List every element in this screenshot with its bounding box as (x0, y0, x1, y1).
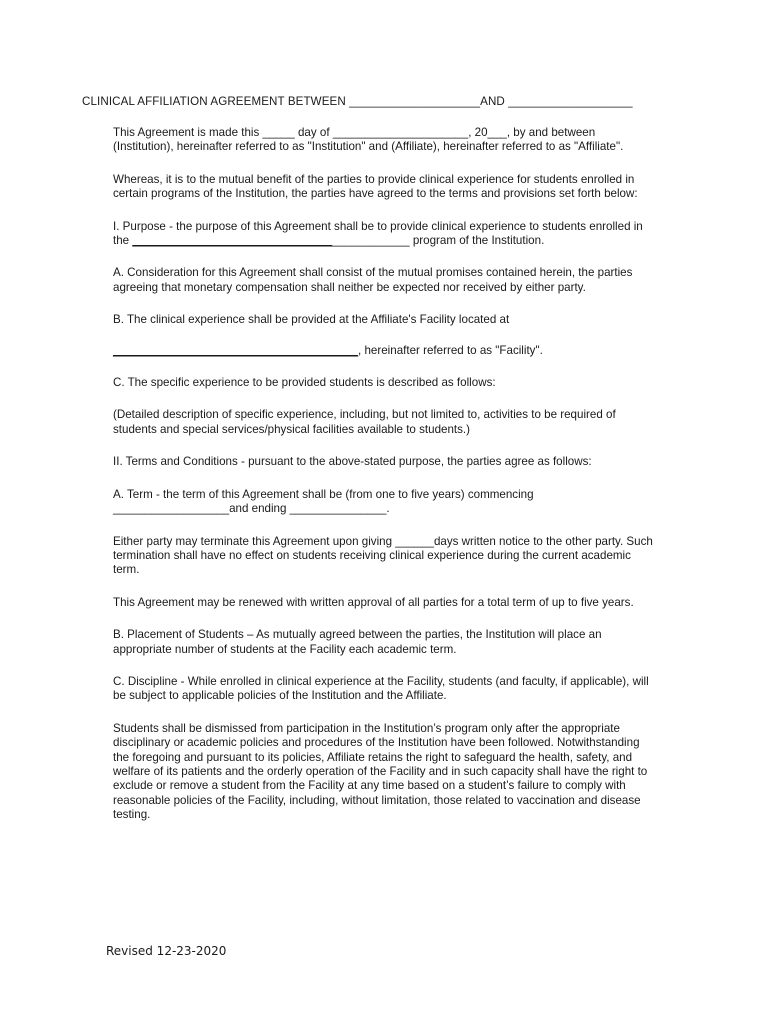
purpose-text-2: ____________ program of the Institution. (332, 234, 545, 248)
term-text-1: A. Term - the term of this Agreement shall be (from one to five years) commencing (113, 487, 534, 501)
made-text-3: , 20___, by and between (Institution), hereinafter referred to as "Institution" and (Affiliate), hereinafter referred to as "Affiliate". (113, 126, 624, 154)
blank-facility: ______________________________________ (113, 343, 359, 357)
specific-experience-paragraph: C. The specific experience to be provided students is described as follows: (113, 376, 496, 390)
dismissal-paragraph: Students shall be dismissed from participation in the Institution’s program only after the appropriate disciplinary or academic policies and procedures of the Institution have been followed. Notwithstanding the foregoing and pursuant to its policies, Affiliate retains the right to safeguard the health, safety, and welfare of its patients and the orderly operation of the Facility and in such capacity shall have the right to exclude or remove a student from the Facility at any time based on a student’s failure to comply with reasonable policies of the Facility, including, without limitation, those related to vaccination and disease testing. (113, 721, 648, 822)
document-body (113, 126, 653, 841)
facility-text-2: , hereinafter referred to as "Facility". (358, 343, 543, 357)
term-text-2: and ending (229, 502, 290, 516)
discipline-paragraph: C. Discipline - While enrolled in clinical experience at the Facility, students (and faculty, if applicable), will be subject to applicable policies of the Institution and the Affiliate. (113, 674, 649, 703)
blank-month: _____________________ (332, 126, 469, 139)
terminate-text-2: days written notice to the other party. Such termination shall have no effect on students receiving clinical experience during the current academic term. (113, 534, 653, 577)
revision-footer: Revised 12-23-2020 (106, 944, 227, 958)
detailed-description-paragraph: (Detailed description of specific experience, including, but not limited to, activities to be required of students and special services/physical facilities available to students.) (113, 408, 616, 436)
terminate-text-1: Either party may terminate this Agreement upon giving (113, 534, 396, 548)
purpose-paragraph (113, 220, 653, 249)
blank-program: _______________________________ (132, 234, 333, 248)
made-text-2: day of (294, 126, 333, 139)
facility-paragraph: B. The clinical experience shall be provided at the Affiliate's Facility located at (113, 313, 510, 327)
facility-location-paragraph (113, 344, 653, 358)
blank-day: _____ (262, 126, 295, 139)
blank-end-date: _______________ (289, 502, 387, 516)
term-paragraph (113, 488, 653, 517)
made-text-1: This Agreement is made this (113, 126, 263, 139)
placement-paragraph: B. Placement of Students – As mutually agreed between the parties, the Institution will place an appropriate number of students at the Facility each academic term. (113, 628, 602, 656)
consideration-paragraph: A. Consideration for this Agreement shall consist of the mutual promises contained herein, the parties agreeing that monetary compensation shall neither be expected nor received by either party. (113, 266, 633, 294)
agreement-made-paragraph (113, 126, 653, 155)
purpose-text-1: I. Purpose - the purpose of this Agreement shall be to provide clinical experience to students enrolled in the (113, 219, 643, 248)
renewal-paragraph: This Agreement may be renewed with written approval of all parties for a total term of up to five years. (113, 595, 634, 609)
blank-start-date: __________________ (113, 502, 230, 516)
blank-days: ______ (395, 534, 434, 548)
document-title: CLINICAL AFFILIATION AGREEMENT BETWEEN ____________________AND ___________________ (82, 95, 633, 108)
terms-conditions-paragraph: II. Terms and Conditions - pursuant to the above-stated purpose, the parties agree as follows: (113, 455, 592, 469)
terminate-paragraph (113, 535, 653, 578)
whereas-paragraph: Whereas, it is to the mutual benefit of the parties to provide clinical experience for students enrolled in certain programs of the Institution, the parties have agreed to the terms and provisions set forth below: (113, 172, 638, 201)
term-text-3: . (386, 502, 390, 516)
